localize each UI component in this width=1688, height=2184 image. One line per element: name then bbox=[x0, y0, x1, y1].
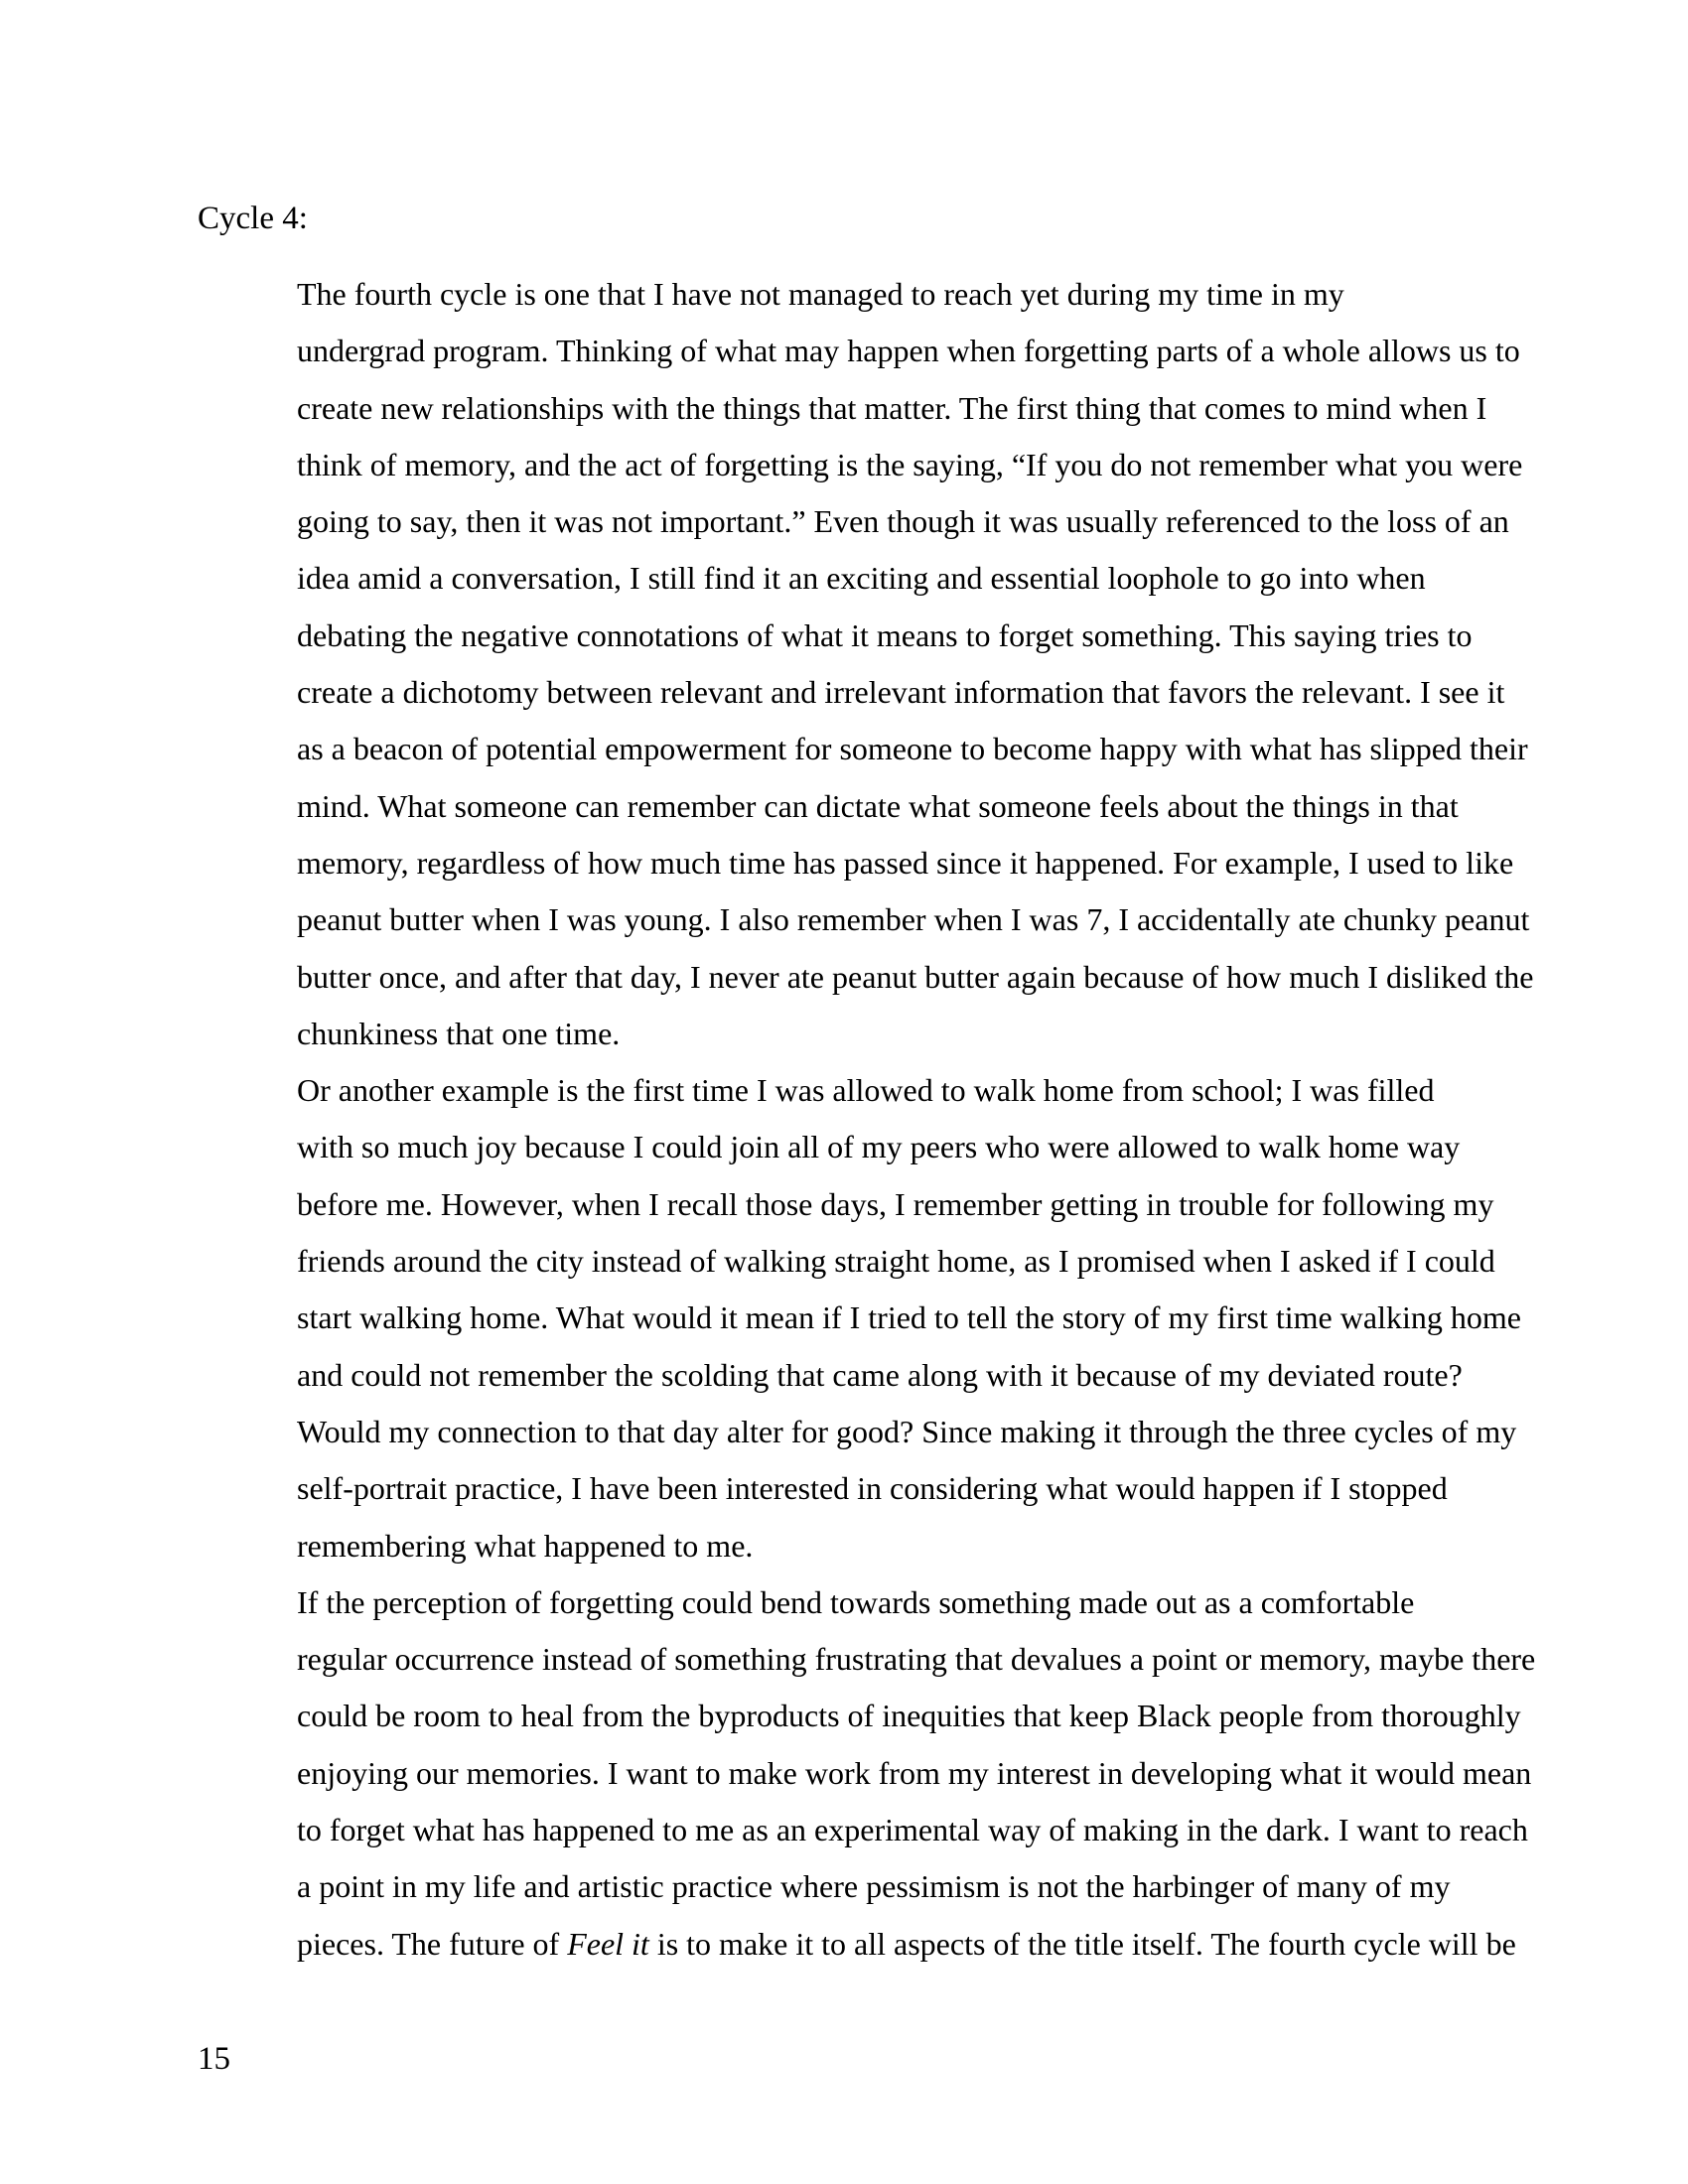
text-run: pieces. The future of bbox=[297, 1925, 568, 1962]
body-text bbox=[198, 266, 1536, 1973]
text-line bbox=[198, 1916, 1516, 1973]
text-line: enjoying our memories. I want to make work from my interest in developing what it would mean bbox=[297, 1754, 1532, 1791]
text-line: create a dichotomy between relevant and irrelevant information that favors the relevant. I see it bbox=[297, 674, 1505, 711]
text-line: as a beacon of potential empowerment for someone to become happy with what has slipped their bbox=[297, 731, 1528, 767]
text-line: going to say, then it was not important.” Even though it was usually referenced to the loss of an bbox=[297, 503, 1509, 540]
text-line: a point in my life and artistic practice where pessimism is not the harbinger of many of my bbox=[297, 1868, 1451, 1905]
text-line: Or another example is the first time I was allowed to walk home from school; I was filled bbox=[297, 1072, 1435, 1109]
text-line: mind. What someone can remember can dictate what someone feels about the things in that bbox=[297, 787, 1459, 824]
text-line: debating the negative connotations of what it means to forget something. This saying tries to bbox=[297, 616, 1473, 653]
paragraph-1 bbox=[198, 266, 1534, 1062]
text-line: Would my connection to that day alter for good? Since making it through the three cycles of my bbox=[297, 1413, 1517, 1449]
text-line: create new relationships with the things that matter. The first thing that comes to mind when I bbox=[297, 389, 1487, 426]
text-line: peanut butter when I was young. I also remember when I was 7, I accidentally ate chunky peanut bbox=[297, 901, 1530, 938]
text-line: to forget what has happened to me as an experimental way of making in the dark. I want to reach bbox=[297, 1812, 1528, 1848]
text-line: could be room to heal from the byproducts of inequities that keep Black people from thoroughly bbox=[297, 1698, 1521, 1734]
text-line: chunkiness that one time. bbox=[297, 1015, 621, 1051]
text-line: remembering what happened to me. bbox=[297, 1527, 754, 1564]
text-line: with so much joy because I could join all of my peers who were allowed to walk home way bbox=[297, 1129, 1461, 1165]
text-line: regular occurrence instead of something frustrating that devalues a point or memory, maybe there bbox=[297, 1641, 1536, 1678]
text-line: If the perception of forgetting could bend towards something made out as a comfortable bbox=[297, 1583, 1415, 1620]
text-line: memory, regardless of how much time has passed since it happened. For example, I used to like bbox=[297, 844, 1514, 881]
section-heading: Cycle 4: bbox=[198, 201, 308, 236]
work-title-emphasis: Feel it bbox=[567, 1925, 649, 1962]
text-line: friends around the city instead of walking straight home, as I promised when I asked if I could bbox=[297, 1243, 1495, 1280]
text-line: and could not remember the scolding that came along with it because of my deviated route? bbox=[297, 1356, 1463, 1393]
page-number: 15 bbox=[198, 2041, 230, 2077]
paragraph-2 bbox=[198, 1062, 1521, 1574]
paragraph-3 bbox=[198, 1574, 1536, 1973]
text-line: before me. However, when I recall those days, I remember getting in trouble for following my bbox=[297, 1185, 1494, 1222]
text-line: self-portrait practice, I have been interested in considering what would happen if I stopped bbox=[297, 1470, 1448, 1507]
text-line: undergrad program. Thinking of what may happen when forgetting parts of a whole allows us to bbox=[297, 333, 1520, 369]
text-line: The fourth cycle is one that I have not managed to reach yet during my time in my bbox=[297, 276, 1344, 312]
text-line: start walking home. What would it mean if I tried to tell the story of my first time walking home bbox=[297, 1299, 1521, 1336]
text-line: think of memory, and the act of forgetting is the saying, “If you do not remember what you were bbox=[297, 446, 1523, 482]
text-line: idea amid a conversation, I still find it an exciting and essential loophole to go into when bbox=[297, 560, 1426, 597]
text-run: is to make it to all aspects of the title itself. The fourth cycle will be bbox=[648, 1925, 1516, 1962]
text-line: butter once, and after that day, I never ate peanut butter again because of how much I disliked the bbox=[297, 958, 1534, 995]
